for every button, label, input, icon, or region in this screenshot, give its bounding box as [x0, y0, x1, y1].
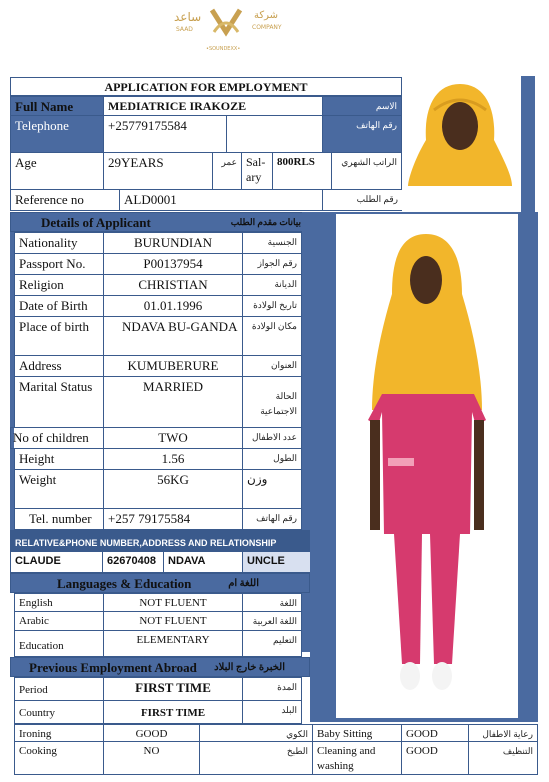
- logo-right-sub: COMPANY: [252, 24, 282, 31]
- baby-sitting-value: GOOD: [401, 724, 469, 742]
- full-name-value: MEDIATRICE IRAKOZE: [103, 96, 323, 116]
- tel-number-ar: رقم الهاتف: [242, 508, 302, 530]
- nationality-label: Nationality: [14, 232, 104, 254]
- tel-number-value: +257 79175584: [103, 508, 243, 530]
- telephone-label: Telephone: [10, 115, 104, 153]
- passport-value: P00137954: [103, 253, 243, 275]
- details-header-ar: بيانات مقدم الطلب: [230, 217, 301, 227]
- age-label: Age: [10, 152, 104, 190]
- relative-phone: 62670408: [102, 551, 164, 573]
- baby-sitting-label: Baby Sitting: [312, 724, 402, 742]
- photo-side-band: [521, 76, 535, 212]
- height-label: Height: [14, 448, 104, 470]
- weight-ar: وزن: [242, 469, 302, 509]
- country-ar: البلد: [242, 700, 302, 724]
- address-ar: العنوان: [242, 355, 302, 377]
- prev-employment-label: Previous Employment Abroad: [29, 660, 197, 675]
- english-label: English: [14, 593, 104, 612]
- cooking-ar: الطبخ: [199, 741, 313, 775]
- english-value: NOT FLUENT: [103, 593, 243, 612]
- relative-relation: UNCLE: [242, 551, 312, 573]
- telephone-ar: رقم الهاتف: [322, 115, 402, 153]
- english-ar: اللغة: [242, 593, 302, 612]
- religion-ar: الديانة: [242, 274, 302, 296]
- weight-label: Weight: [14, 469, 104, 509]
- ironing-ar: الكوي: [199, 724, 313, 742]
- salary-value: 800RLS: [272, 152, 332, 190]
- children-label: No of children: [10, 427, 104, 449]
- relative-name: CLAUDE: [10, 551, 103, 573]
- telephone-value: +25779175584: [103, 115, 227, 153]
- children-value: TWO: [103, 427, 243, 449]
- country-value: FIRST TIME: [103, 700, 243, 724]
- reference-label: Reference no: [10, 189, 120, 211]
- handshake-logo-icon: [204, 2, 248, 46]
- relative-address: NDAVA: [163, 551, 243, 573]
- company-logo: [170, 2, 280, 52]
- children-ar: عدد الاطفال: [242, 427, 302, 449]
- weight-value: 56KG: [103, 469, 243, 509]
- marital-status-label: Marital Status: [14, 376, 104, 428]
- tel-number-label: Tel. number: [14, 508, 104, 530]
- marital-status-ar: الحالة الاجتماعية: [242, 376, 302, 428]
- height-value: 1.56: [103, 448, 243, 470]
- cleaning-value: GOOD: [401, 741, 469, 775]
- religion-value: CHRISTIAN: [103, 274, 243, 296]
- dob-ar: تاريخ الولادة: [242, 295, 302, 317]
- education-label: Education: [14, 630, 104, 657]
- cooking-value: NO: [103, 741, 200, 775]
- cooking-label: Cooking: [14, 741, 104, 775]
- passport-ar: رقم الجواز: [242, 253, 302, 275]
- arabic-label: Arabic: [14, 611, 104, 631]
- relative-header: RELATIVE&PHONE NUMBER,ADDRESS AND RELATIONSHIP: [10, 530, 310, 551]
- marital-status-value: MARRIED: [103, 376, 243, 428]
- nationality-ar: الجنسية: [242, 232, 302, 254]
- dob-value: 01.01.1996: [103, 295, 243, 317]
- height-ar: الطول: [242, 448, 302, 470]
- full-name-ar: الاسم: [322, 96, 402, 116]
- form-title: APPLICATION FOR EMPLOYMENT: [10, 77, 402, 96]
- period-value: FIRST TIME: [103, 677, 243, 701]
- address-label: Address: [14, 355, 104, 377]
- age-value: 29YEARS: [103, 152, 213, 190]
- ironing-label: Ironing: [14, 724, 104, 742]
- period-label: Period: [14, 677, 104, 701]
- baby-sitting-ar: رعاية الاطفال: [468, 724, 538, 742]
- reference-value: ALD0001: [119, 189, 323, 211]
- logo-right-text: شركة: [254, 10, 279, 21]
- education-value: ELEMENTARY: [103, 630, 243, 657]
- passport-label: Passport No.: [14, 253, 104, 275]
- logo-tagline: •SOUNDEXX•: [206, 46, 241, 52]
- salary-label: Sal-ary: [241, 152, 273, 190]
- age-ar: عمر: [212, 152, 242, 190]
- cleaning-ar: التنظيف: [468, 741, 538, 775]
- address-value: KUMUBERURE: [103, 355, 243, 377]
- applicant-full-body-photo: [336, 214, 518, 718]
- country-label: Country: [14, 700, 104, 724]
- dob-label: Date of Birth: [14, 295, 104, 317]
- salary-ar: الراتب الشهري: [331, 152, 402, 190]
- reference-ar: رقم الطلب: [322, 189, 402, 211]
- prev-employment-header: [10, 657, 310, 677]
- education-ar: التعليم: [242, 630, 302, 657]
- logo-left-text: ساعد: [174, 10, 202, 24]
- arabic-ar: اللغة العربية: [242, 611, 302, 631]
- religion-label: Religion: [14, 274, 104, 296]
- telephone-spacer: [226, 115, 323, 153]
- place-of-birth-ar: مكان الولادة: [242, 316, 302, 356]
- applicant-headshot-photo: [404, 80, 516, 186]
- arabic-value: NOT FLUENT: [103, 611, 243, 631]
- details-header-label: Details of Applicant: [41, 215, 151, 230]
- period-ar: المدة: [242, 677, 302, 701]
- place-of-birth-label: Place of birth: [14, 316, 104, 356]
- place-of-birth-value: NDAVA BU-GANDA: [103, 316, 243, 356]
- details-header: [10, 212, 306, 232]
- languages-header: [10, 573, 310, 593]
- prev-employment-ar: الخبرة خارج البلاد: [214, 662, 285, 673]
- nationality-value: BURUNDIAN: [103, 232, 243, 254]
- ironing-value: GOOD: [103, 724, 200, 742]
- logo-left-sub: SAAD: [176, 26, 193, 33]
- languages-header-label: Languages & Education: [57, 576, 192, 591]
- languages-header-ar: اللغة ام: [228, 578, 259, 589]
- full-name-label: Full Name: [10, 96, 104, 116]
- cleaning-label: Cleaning and washing: [312, 741, 402, 775]
